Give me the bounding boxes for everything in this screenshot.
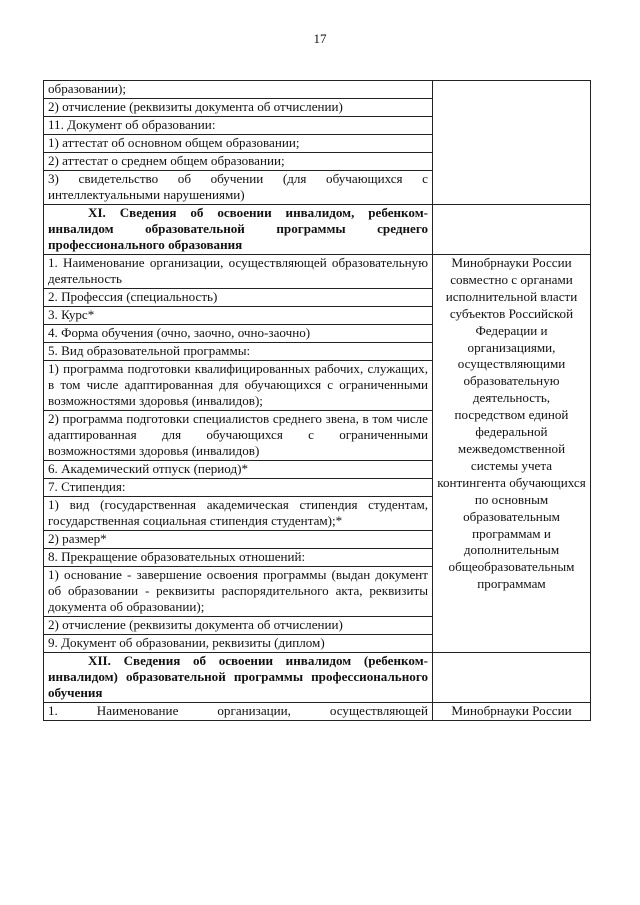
table-row — [44, 255, 591, 289]
cell-text: 2) аттестат о среднем общем образовании; — [44, 153, 433, 171]
section-title: Сведения об освоении инвалидом, ребенком-инвалидом образовательной программы среднего профессионального образования — [48, 205, 428, 252]
cell-text — [44, 703, 433, 721]
section-number: XI. — [88, 205, 106, 220]
section-header-row — [44, 205, 591, 255]
table-row — [44, 703, 591, 721]
cell-text: 5. Вид образовательной программы: — [44, 343, 433, 361]
cell-text: 9. Документ об образовании, реквизиты (диплом) — [44, 635, 433, 653]
cell-empty — [433, 205, 591, 255]
section-header-row — [44, 653, 591, 703]
cell-text: 8. Прекращение образовательных отношений: — [44, 549, 433, 567]
cell-line: 1. Наименование организации, осуществляющей — [48, 703, 428, 718]
section-title: Сведения об освоении инвалидом (ребенком-инвалидом) образовательной программы профессионального обучения — [48, 653, 428, 700]
cell-text: 2. Профессия (специальность) — [44, 289, 433, 307]
cell-text: 3. Курс* — [44, 307, 433, 325]
cell-text: 11. Документ об образовании: — [44, 117, 433, 135]
authority-cell: Минобрнауки России совместно с органами исполнительной власти субъектов Российской Федерации и организациями, осуществляющими образовательную деятельность, посредством единой федеральной межведомственной системы учета контингента обучающихся по основным образовательным программам и дополнительным общеобразовательным программам — [433, 255, 591, 653]
cell-text: 1. Наименование организации, осуществляющей образовательную деятельность — [44, 255, 433, 289]
cell-text: 1) основание - завершение освоения программы (выдан документ об образовании - реквизиты распорядительного акта, реквизиты документа об образовании); — [44, 567, 433, 617]
data-table — [43, 80, 591, 721]
cell-text: 1) аттестат об основном общем образовании; — [44, 135, 433, 153]
authority-cell: Минобрнауки России — [433, 703, 591, 721]
cell-empty — [433, 81, 591, 205]
cell-text: 7. Стипендия: — [44, 479, 433, 497]
cell-text: 1) программа подготовки квалифицированных рабочих, служащих, в том числе адаптированная для обучающихся с ограниченными возможностями здоровья (инвалидов); — [44, 361, 433, 411]
table-row — [44, 81, 591, 99]
cell-text: 4. Форма обучения (очно, заочно, очно-заочно) — [44, 325, 433, 343]
section-xi-header — [44, 205, 433, 255]
cell-text: 2) программа подготовки специалистов среднего звена, в том числе адаптированная для обучающихся с ограниченными возможностями здоровья (инвалидов) — [44, 411, 433, 461]
cell-text: 2) размер* — [44, 531, 433, 549]
section-number: XII. — [88, 653, 111, 668]
cell-text: 2) отчисление (реквизиты документа об отчислении) — [44, 617, 433, 635]
cell-text: 1) вид (государственная академическая стипендия студентам, государственная социальная стипендия студентам);* — [44, 497, 433, 531]
cell-text: 3) свидетельство об обучении (для обучающихся с интеллектуальными нарушениями) — [44, 171, 433, 205]
page-number: 17 — [313, 31, 327, 46]
cell-text: 2) отчисление (реквизиты документа об отчислении) — [44, 99, 433, 117]
cell-text: 6. Академический отпуск (период)* — [44, 461, 433, 479]
cell-empty — [433, 653, 591, 703]
cell-text: образовании); — [44, 81, 433, 99]
section-xii-header — [44, 653, 433, 703]
